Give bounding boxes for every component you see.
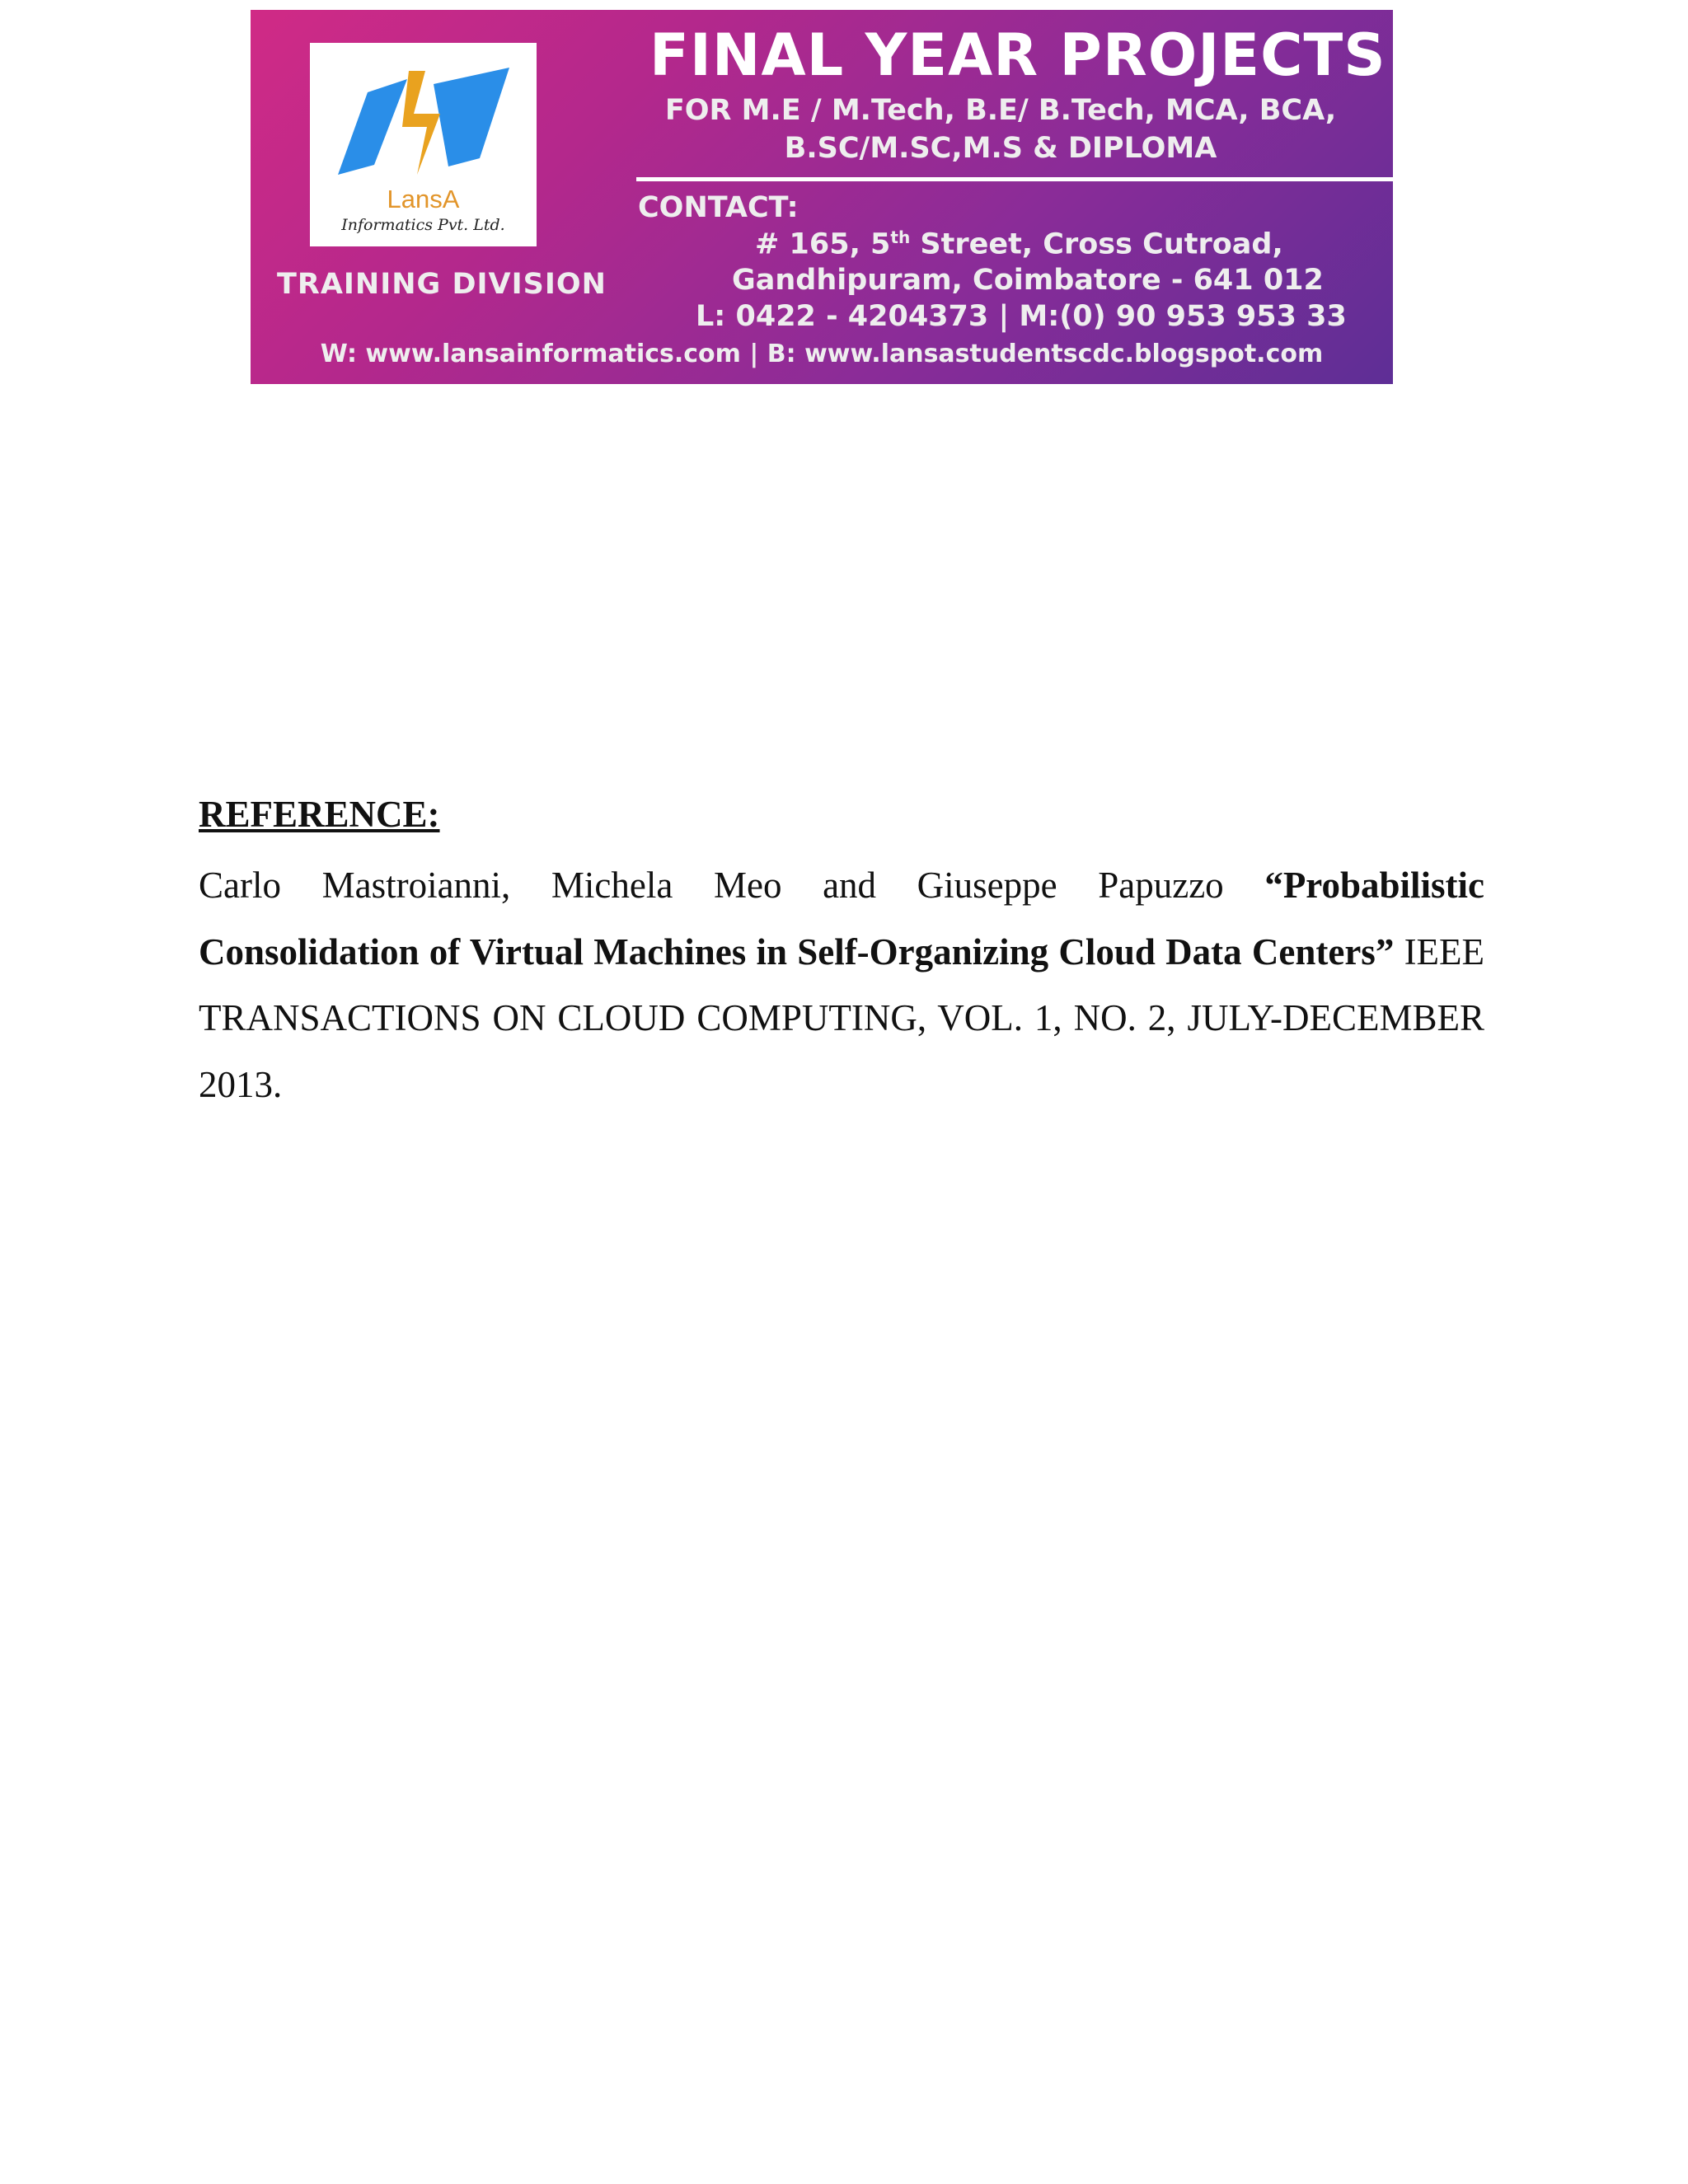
citation-authors: Carlo Mastroianni, Michela Meo and Giuseppe Papuzzo: [199, 865, 1224, 906]
phone-numbers: L: 0422 - 4204373 | M:(0) 90 953 953 33: [696, 300, 1347, 333]
training-division-label: TRAINING DIVISION: [277, 268, 607, 301]
address-line1-prefix: # 165, 5: [755, 227, 891, 261]
contact-label: CONTACT:: [638, 191, 799, 224]
citation-journal: IEEE TRANSACTIONS ON CLOUD COMPUTING, VOL. 1, NO. 2, JULY-DECEMBER 2013.: [199, 930, 1485, 1105]
address-line1-sup: th: [890, 227, 911, 247]
banner-courses-line2: B.SC/M.SC,M.S & DIPLOMA: [784, 132, 1217, 165]
banner-courses-line1: FOR M.E / M.Tech, B.E/ B.Tech, MCA, BCA,: [664, 94, 1337, 127]
address-line2: Gandhipuram, Coimbatore - 641 012: [732, 264, 1324, 297]
reference-heading: REFERENCE:: [199, 794, 440, 835]
banner-divider: [636, 177, 1393, 181]
company-logo: [310, 43, 537, 246]
logo-name: LansA: [387, 185, 460, 213]
banner-title: FINAL YEAR PROJECTS: [649, 21, 1386, 89]
logo-subtitle: Informatics Pvt. Ltd.: [341, 216, 505, 234]
website-line: W: www.lansainformatics.com | B: www.lansastudentscdc.blogspot.com: [320, 340, 1324, 368]
header-banner: [251, 10, 1393, 384]
address-line1: [755, 227, 1283, 261]
citation-title: “Probabilistic Consolidation of Virtual Machines in Self-Organizing Cloud Data Centers”: [199, 865, 1484, 972]
address-line1-suffix: Street, Cross Cutroad,: [910, 227, 1283, 261]
lansa-logo-icon: [335, 61, 512, 185]
reference-citation: [199, 852, 1484, 1118]
